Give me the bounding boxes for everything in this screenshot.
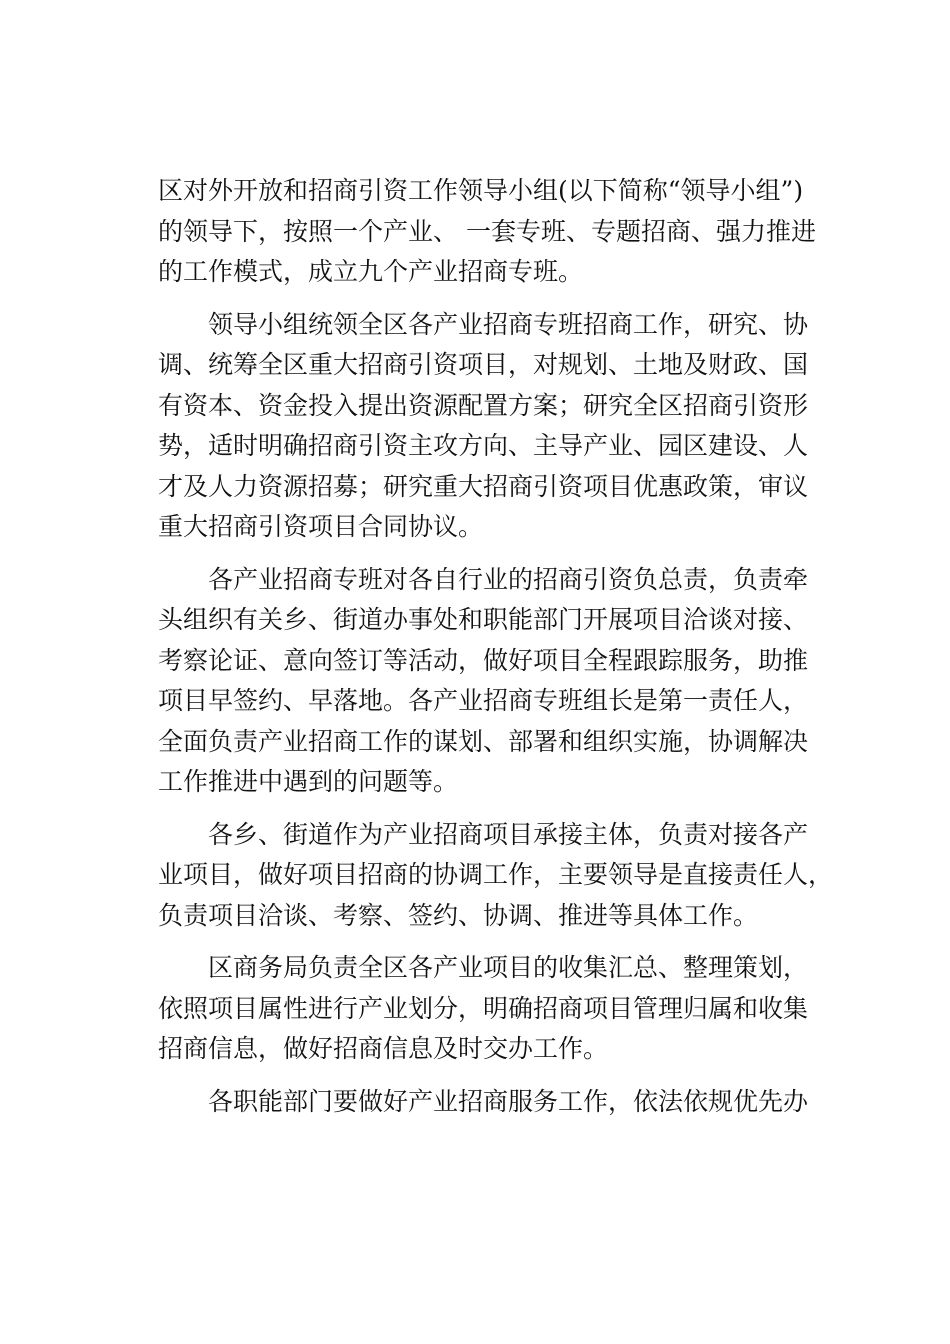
document-body bbox=[158, 171, 834, 1134]
text-line: 领导小组统领全区各产业招商专班招商工作，研究、协 bbox=[158, 309, 809, 339]
text-line: 的工作模式，成立九个产业招商专班。 bbox=[158, 257, 584, 286]
text-line: 有资本、资金投入提出资源配置方案；研究全区招商引资形 bbox=[158, 390, 809, 420]
paragraph-1 bbox=[158, 171, 822, 293]
paragraph-5 bbox=[158, 948, 822, 1070]
text-line: 业项目，做好项目招商的协调工作，主要领导是直接责任人， bbox=[158, 860, 834, 889]
text-line: 头组织有关乡、街道办事处和职能部门开展项目洽谈对接、 bbox=[158, 605, 809, 634]
text-line: 工作推进中遇到的问题等。 bbox=[158, 767, 459, 796]
text-line: 区商务局负责全区各产业项目的收集汇总、整理策划， bbox=[158, 953, 809, 982]
text-line: 重大招商引资项目合同协议。 bbox=[158, 512, 484, 541]
text-line: 依照项目属性进行产业划分，明确招商项目管理归属和收集 bbox=[158, 993, 809, 1023]
text-line: 招商信息，做好招商信息及时交办工作。 bbox=[158, 1034, 609, 1063]
text-line: 各职能部门要做好产业招商服务工作，依法依规优先办 bbox=[158, 1086, 809, 1116]
text-line: 项目早签约、早落地。各产业招商专班组长是第一责任人， bbox=[158, 686, 809, 715]
text-line: 考察论证、意向签订等活动，做好项目全程跟踪服务，助推 bbox=[158, 645, 809, 675]
text-line: 势，适时明确招商引资主攻方向、主导产业、园区建设、人 bbox=[158, 431, 809, 460]
paragraph-6 bbox=[158, 1082, 822, 1123]
text-line: 负责项目洽谈、考察、签约、协调、推进等具体工作。 bbox=[158, 900, 759, 930]
paragraph-2 bbox=[158, 305, 822, 548]
text-line: 各产业招商专班对各自行业的招商引资负总责，负责牵 bbox=[158, 564, 809, 594]
text-line: 的领导下，按照一个产业、 一套专班、专题招商、强力推进 bbox=[158, 216, 816, 246]
paragraph-4 bbox=[158, 815, 834, 937]
text-line: 才及人力资源招募；研究重大招商引资项目优惠政策，审议 bbox=[158, 471, 809, 501]
text-line: 区对外开放和招商引资工作领导小组(以下简称“领导小组”) bbox=[158, 176, 804, 205]
text-line: 各乡、街道作为产业招商项目承接主体，负责对接各产 bbox=[158, 819, 809, 849]
text-line: 调、统筹全区重大招商引资项目，对规划、土地及财政、国 bbox=[158, 350, 809, 379]
paragraph-3 bbox=[158, 560, 822, 803]
text-line: 全面负责产业招商工作的谋划、部署和组织实施，协调解决 bbox=[158, 726, 809, 756]
